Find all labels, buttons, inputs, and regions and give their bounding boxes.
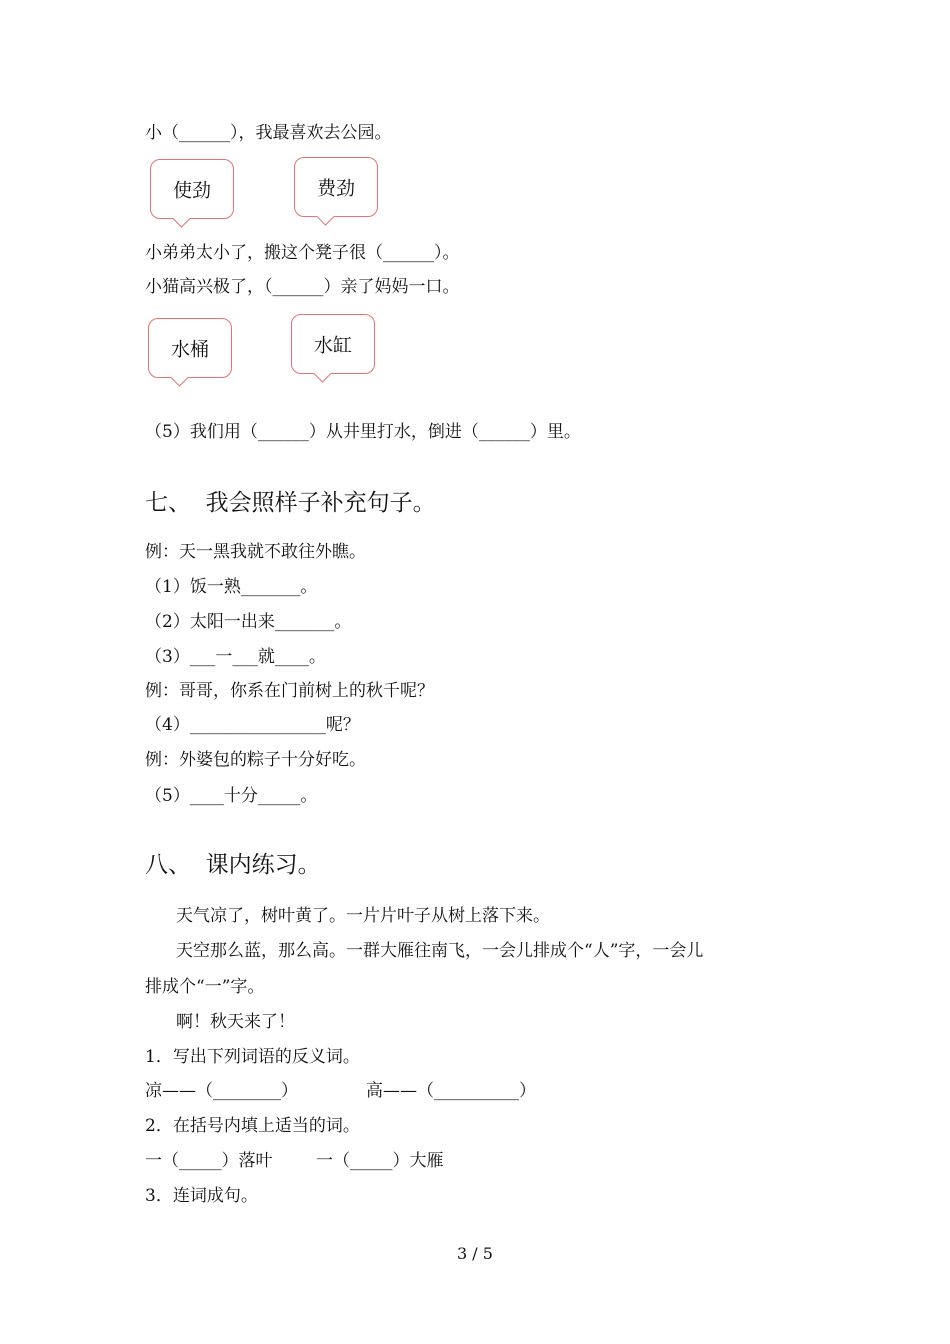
passage-paragraph-2: 天空那么蓝，那么高。一群大雁往南飞，一会儿排成个“人”字，一会儿 bbox=[176, 941, 704, 961]
question-7-2: （2）太阳一出来_______。 bbox=[145, 612, 352, 632]
passage-paragraph-3: 啊！秋天来了！ bbox=[176, 1012, 295, 1032]
word-bubble-label: 水桶 bbox=[170, 338, 209, 361]
word-bubble-shijin bbox=[150, 159, 234, 219]
question-7-1: （1）饭一熟_______。 bbox=[145, 577, 318, 597]
word-bubble-label: 水缸 bbox=[313, 334, 352, 357]
bubble-tail bbox=[170, 368, 188, 386]
bubble-tail bbox=[313, 364, 331, 382]
question-8-2-title: 2．在括号内填上适当的词。 bbox=[145, 1116, 360, 1136]
section-7-heading: 七、 我会照样子补充句子。 bbox=[145, 490, 436, 516]
sentence-fill-stool: 小弟弟太小了，搬这个凳子很（______）。 bbox=[145, 243, 460, 263]
measure-word-geese: 一（_____）大雁 bbox=[316, 1151, 444, 1171]
sentence-fill-cat: 小猫高兴极了，（______）亲了妈妈一口。 bbox=[145, 277, 460, 297]
page-number: 3 / 5 bbox=[457, 1244, 493, 1263]
passage-paragraph-2-cont: 排成个“一”字。 bbox=[145, 977, 265, 997]
word-bubble-label: 使劲 bbox=[172, 179, 211, 202]
antonym-high: 高——（__________） bbox=[366, 1081, 536, 1101]
section-8-heading: 八、 课内练习。 bbox=[145, 852, 321, 878]
sentence-fill-park: 小（______），我最喜欢去公园。 bbox=[145, 123, 392, 143]
question-8-3-title: 3．连词成句。 bbox=[145, 1186, 258, 1206]
sentence-fill-well: （5）我们用（______）从井里打水，倒进（______）里。 bbox=[145, 422, 581, 442]
word-bubble-feijin bbox=[294, 157, 378, 217]
bubble-tail bbox=[316, 207, 334, 225]
question-7-4: （4）________________呢？ bbox=[145, 715, 360, 735]
measure-word-leaves: 一（_____）落叶 bbox=[145, 1151, 273, 1171]
question-8-1-title: 1．写出下列词语的反义词。 bbox=[145, 1047, 360, 1067]
word-bubble-shuitong bbox=[148, 318, 232, 378]
word-bubble-label: 费劲 bbox=[316, 177, 355, 200]
question-7-5: （5）____十分_____。 bbox=[145, 786, 318, 806]
antonym-cool: 凉——（________） bbox=[145, 1081, 298, 1101]
example-2: 例：哥哥，你系在门前树上的秋千呢？ bbox=[145, 681, 434, 701]
word-bubble-shuigang bbox=[291, 314, 375, 374]
example-3: 例：外婆包的粽子十分好吃。 bbox=[145, 750, 366, 770]
question-7-3: （3）___一___就____。 bbox=[145, 647, 326, 667]
passage-paragraph-1: 天气凉了，树叶黄了。一片片叶子从树上落下来。 bbox=[176, 906, 550, 926]
example-1: 例：天一黑我就不敢往外瞧。 bbox=[145, 542, 366, 562]
bubble-tail bbox=[172, 209, 190, 227]
